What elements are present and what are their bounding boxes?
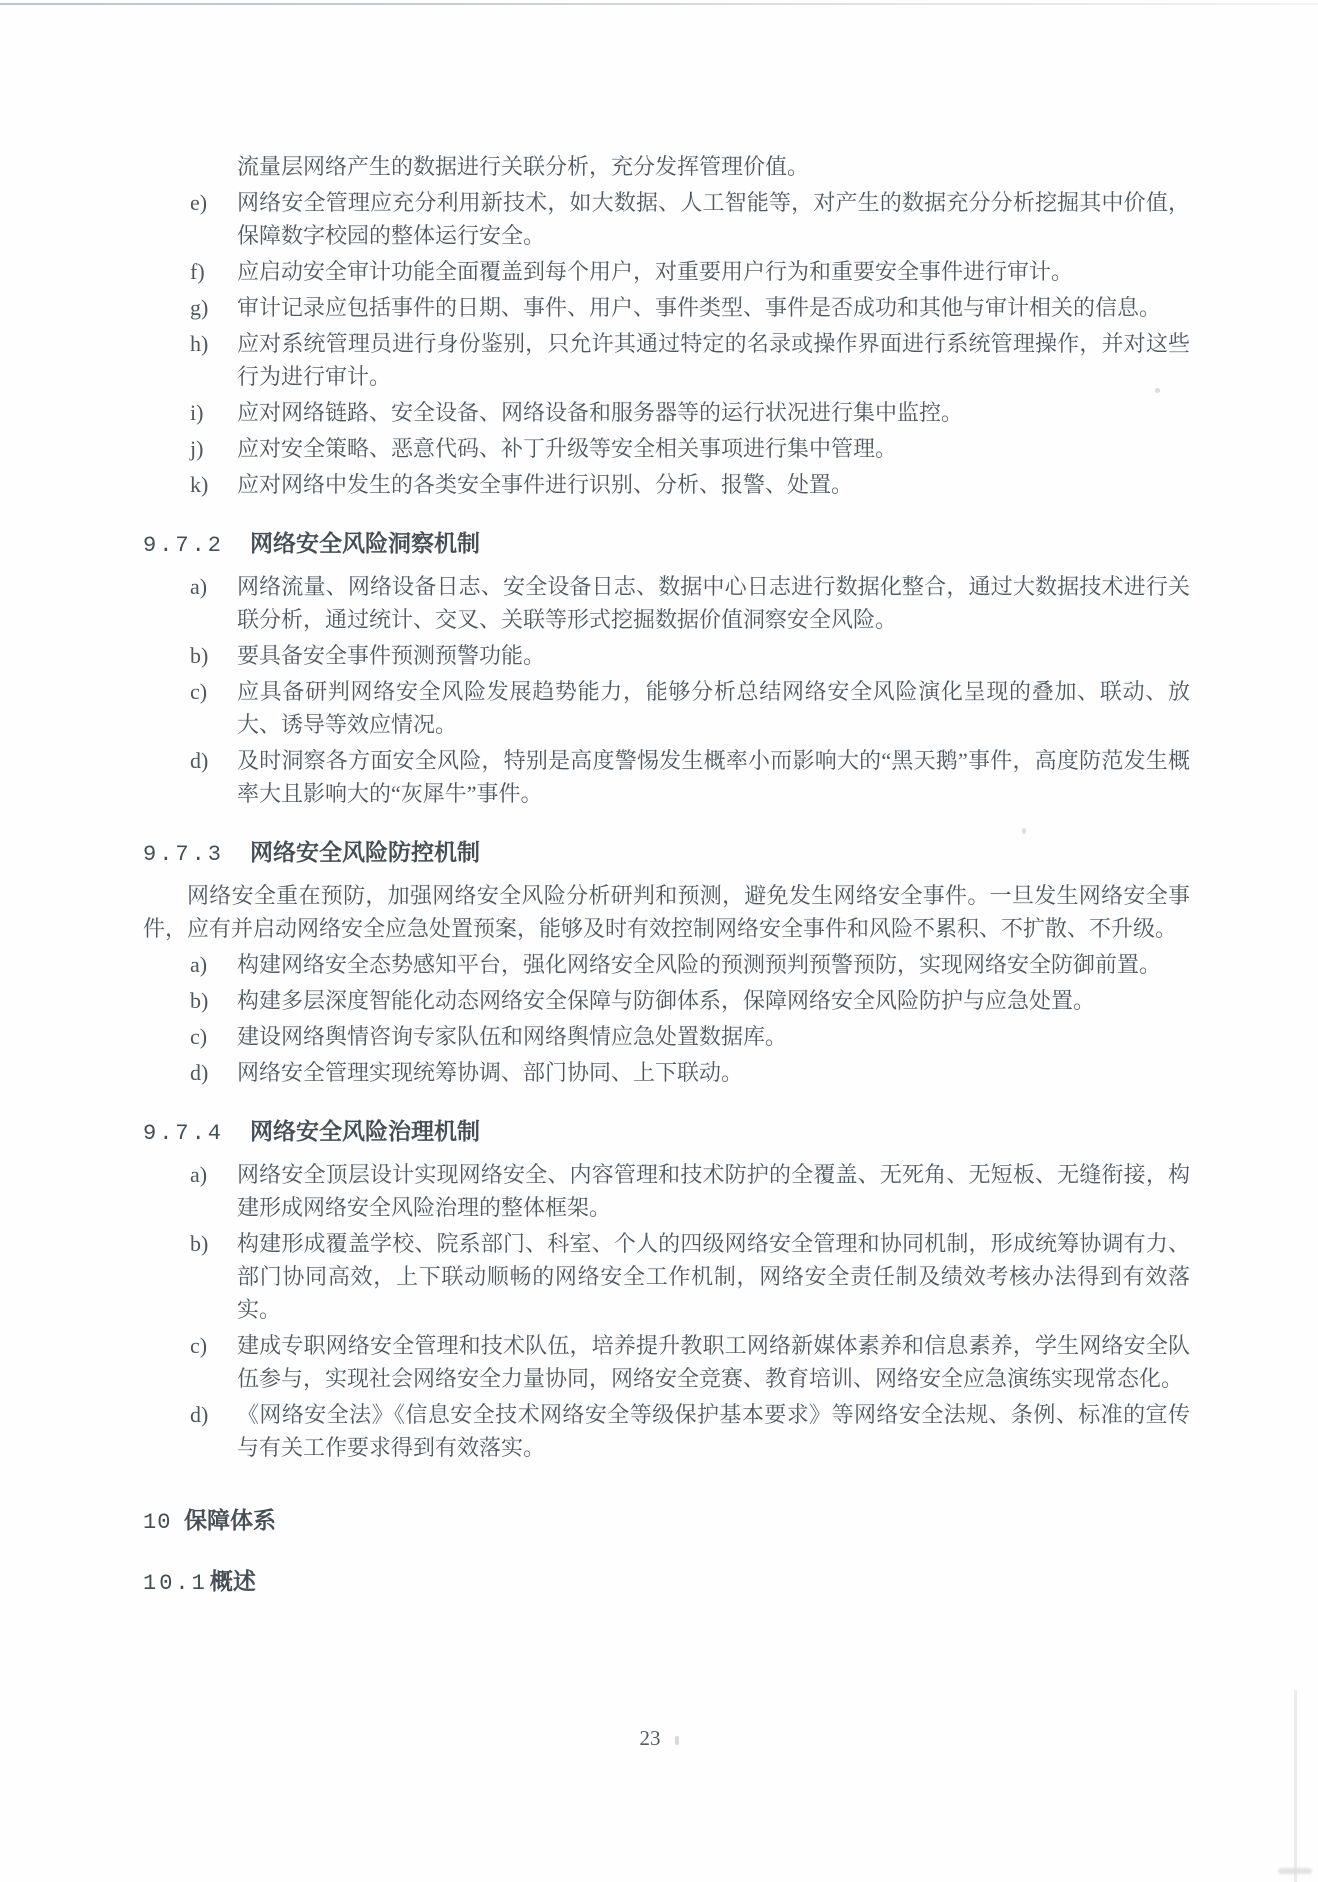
scan-speck — [675, 1736, 679, 1745]
list-item-text: 应启动安全审计功能全面覆盖到每个用户，对重要用户行为和重要安全事件进行审计。 — [237, 259, 1074, 284]
list-item-text: 建成专职网络安全管理和技术队伍，培养提升教职工网络新媒体素养和信息素养，学生网络安全队伍参与，实现社会网络安全力量协同，网络安全竞赛、教育培训、网络安全应急演练实现常态化。 — [237, 1333, 1190, 1391]
chapter-title: 保障体系 — [184, 1507, 276, 1533]
list-item-text: 《网络安全法》《信息安全技术网络安全等级保护基本要求》等网络安全法规、条例、标准的宣传与有关工作要求得到有效落实。 — [237, 1402, 1190, 1460]
section-number: 9.7.4 — [143, 1121, 225, 1146]
list-item-c — [143, 675, 1190, 741]
document-body — [143, 150, 1190, 1608]
subchapter-heading-10-1 — [143, 1565, 1190, 1600]
list-item-label: h) — [190, 331, 209, 356]
list-item-text: 建设网络舆情咨询专家队伍和网络舆情应急处置数据库。 — [237, 1024, 788, 1049]
list-item-text: 应对安全策略、恶意代码、补丁升级等安全相关事项进行集中管理。 — [237, 436, 898, 461]
list-item-text: 构建网络安全态势感知平台，强化网络安全风险的预测预判预警预防，实现网络安全防御前置。 — [237, 952, 1162, 977]
scan-line-artifact — [1294, 1690, 1297, 1882]
list-item-label: a) — [190, 1162, 208, 1187]
list-item-label: c) — [190, 1024, 208, 1049]
list-item-text: 应对网络中发生的各类安全事件进行识别、分析、报警、处置。 — [237, 472, 854, 497]
section-title: 网络安全风险洞察机制 — [250, 530, 480, 556]
list-item-d — [143, 1398, 1190, 1464]
list-item-c — [143, 1329, 1190, 1395]
list-item-j — [143, 432, 1190, 465]
continuation-line: 流量层网络产生的数据进行关联分析，充分发挥管理价值。 — [237, 154, 810, 179]
list-item-h — [143, 327, 1190, 393]
page-number-value: 23 — [639, 1726, 661, 1750]
chapter-number: 10 — [143, 1510, 172, 1535]
list-item-f — [143, 255, 1190, 288]
list-item-label: j) — [190, 436, 204, 461]
list-item-text: 网络安全顶层设计实现网络安全、内容管理和技术防护的全覆盖、无死角、无短板、无缝衔接，构建形成网络安全风险治理的整体框架。 — [237, 1162, 1190, 1220]
section-heading-9-7-4 — [143, 1115, 1190, 1150]
page-number — [0, 1726, 1318, 1751]
list-item-b — [143, 639, 1190, 672]
list-item-label: a) — [190, 574, 208, 599]
section-title: 网络安全风险治理机制 — [250, 1118, 480, 1144]
list-item-a — [143, 1158, 1190, 1224]
list-item-text: 要具备安全事件预测预警功能。 — [237, 643, 546, 668]
list-item-label: d) — [190, 1060, 209, 1085]
list-item-text: 网络安全管理实现统筹协调、部门协同、上下联动。 — [237, 1060, 744, 1085]
list-item-label: c) — [190, 679, 208, 704]
chapter-heading-10 — [143, 1504, 1190, 1539]
list-item-b — [143, 984, 1190, 1017]
list-item-text: 构建多层深度智能化动态网络安全保障与防御体系，保障网络安全风险防护与应急处置。 — [237, 988, 1096, 1013]
section-number: 9.7.2 — [143, 533, 225, 558]
list-item-label: g) — [190, 295, 209, 320]
list-item-text: 构建形成覆盖学校、院系部门、科室、个人的四级网络安全管理和协同机制，形成统筹协调有力、部门协同高效，上下联动顺畅的网络安全工作机制，网络安全责任制及绩效考核办法得到有效落实。 — [237, 1231, 1190, 1322]
list-item-label: i) — [190, 400, 204, 425]
list-item-a — [143, 570, 1190, 636]
list-item-label: c) — [190, 1333, 208, 1358]
list-item-d — [143, 1056, 1190, 1089]
section-number: 9.7.3 — [143, 842, 225, 867]
list-item-a — [143, 948, 1190, 981]
list-item-text: 应对网络链路、安全设备、网络设备和服务器等的运行状况进行集中监控。 — [237, 400, 964, 425]
list-item-text: 网络安全管理应充分利用新技术，如大数据、人工智能等，对产生的数据充分分析挖掘其中价值，保障数字校园的整体运行安全。 — [237, 190, 1190, 248]
list-item-text: 应具备研判网络安全风险发展趋势能力，能够分析总结网络安全风险演化呈现的叠加、联动、放大、诱导等效应情况。 — [237, 679, 1190, 737]
list-item-label: d) — [190, 748, 209, 773]
list-item-c — [143, 1020, 1190, 1053]
list-item-text: 审计记录应包括事件的日期、事件、用户、事件类型、事件是否成功和其他与审计相关的信息。 — [237, 295, 1162, 320]
list-item-label: k) — [190, 472, 209, 497]
section-heading-9-7-2 — [143, 527, 1190, 562]
list-item-k — [143, 468, 1190, 501]
list-item-i — [143, 396, 1190, 429]
intro-paragraph: 网络安全重在预防，加强网络安全风险分析研判和预测，避免发生网络安全事件。一旦发生网络安全事件，应有并启动网络安全应急处置预案，能够及时有效控制网络安全事件和风险不累积、不扩散、不升级。 — [143, 883, 1190, 941]
scan-smudge-artifact — [1278, 1868, 1312, 1874]
list-item-text: 及时洞察各方面安全风险，特别是高度警惕发生概率小而影响大的“黑天鹅”事件，高度防范发生概率大且影响大的“灰犀牛”事件。 — [237, 748, 1190, 806]
list-item-e — [143, 186, 1190, 252]
subchapter-title: 概述 — [209, 1568, 256, 1594]
list-item-text: 应对系统管理员进行身份鉴别，只允许其通过特定的名录或操作界面进行系统管理操作，并对这些行为进行审计。 — [237, 331, 1190, 389]
scan-line-artifact — [0, 3, 1318, 5]
list-item-label: f) — [190, 259, 205, 284]
list-item-b — [143, 1227, 1190, 1326]
list-item-label: d) — [190, 1402, 209, 1427]
list-item-label: b) — [190, 988, 209, 1013]
list-item-label: b) — [190, 643, 209, 668]
list-item-text: 网络流量、网络设备日志、安全设备日志、数据中心日志进行数据化整合，通过大数据技术进行关联分析，通过统计、交叉、关联等形式挖掘数据价值洞察安全风险。 — [237, 574, 1190, 632]
section-title: 网络安全风险防控机制 — [250, 839, 480, 865]
list-item-label: a) — [190, 952, 208, 977]
section-heading-9-7-3 — [143, 836, 1190, 871]
list-item-label: b) — [190, 1231, 209, 1256]
list-item-d — [143, 744, 1190, 810]
subchapter-number: 10.1 — [143, 1571, 208, 1596]
list-item-g — [143, 291, 1190, 324]
list-item-label: e) — [190, 190, 208, 215]
